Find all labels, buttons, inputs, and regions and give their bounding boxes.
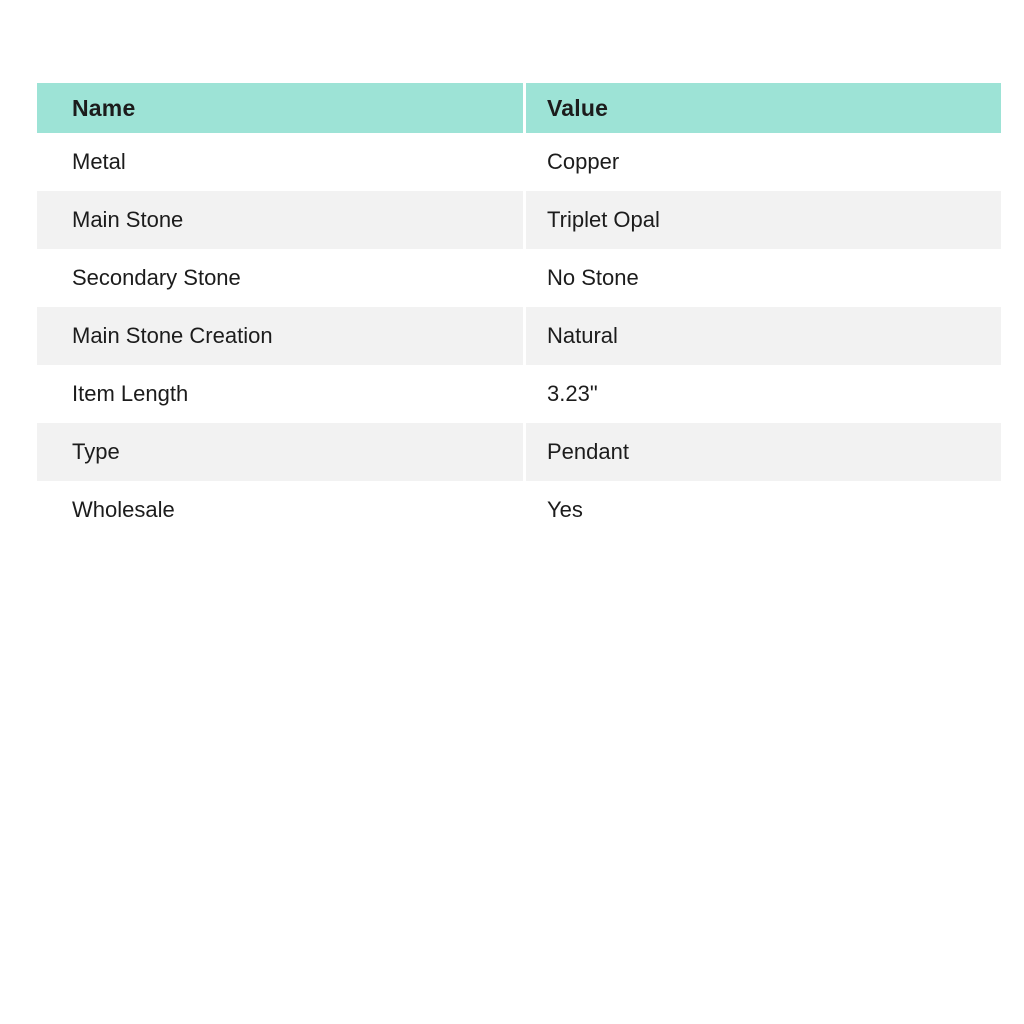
table-row (37, 191, 1001, 249)
attribute-value-cell: Natural (523, 307, 1001, 365)
attribute-name-cell: Item Length (37, 365, 523, 423)
table-row (37, 423, 1001, 481)
column-header-name: Name (37, 83, 523, 133)
attribute-value-cell: No Stone (523, 249, 1001, 307)
attribute-name-cell: Main Stone Creation (37, 307, 523, 365)
table-row (37, 133, 1001, 191)
attribute-value-cell: Copper (523, 133, 1001, 191)
attribute-name-cell: Main Stone (37, 191, 523, 249)
attribute-name-cell: Secondary Stone (37, 249, 523, 307)
attribute-name-cell: Type (37, 423, 523, 481)
attribute-name-cell: Metal (37, 133, 523, 191)
table-row (37, 249, 1001, 307)
table-header-row (37, 83, 1001, 133)
attribute-name-cell: Wholesale (37, 481, 523, 539)
table-body (37, 133, 1001, 539)
table-row (37, 365, 1001, 423)
product-spec-table (37, 83, 1001, 539)
attribute-value-cell: Triplet Opal (523, 191, 1001, 249)
attribute-value-cell: Pendant (523, 423, 1001, 481)
table-row (37, 307, 1001, 365)
attribute-value-cell: 3.23" (523, 365, 1001, 423)
column-header-value: Value (523, 83, 1001, 133)
table-row (37, 481, 1001, 539)
attribute-value-cell: Yes (523, 481, 1001, 539)
